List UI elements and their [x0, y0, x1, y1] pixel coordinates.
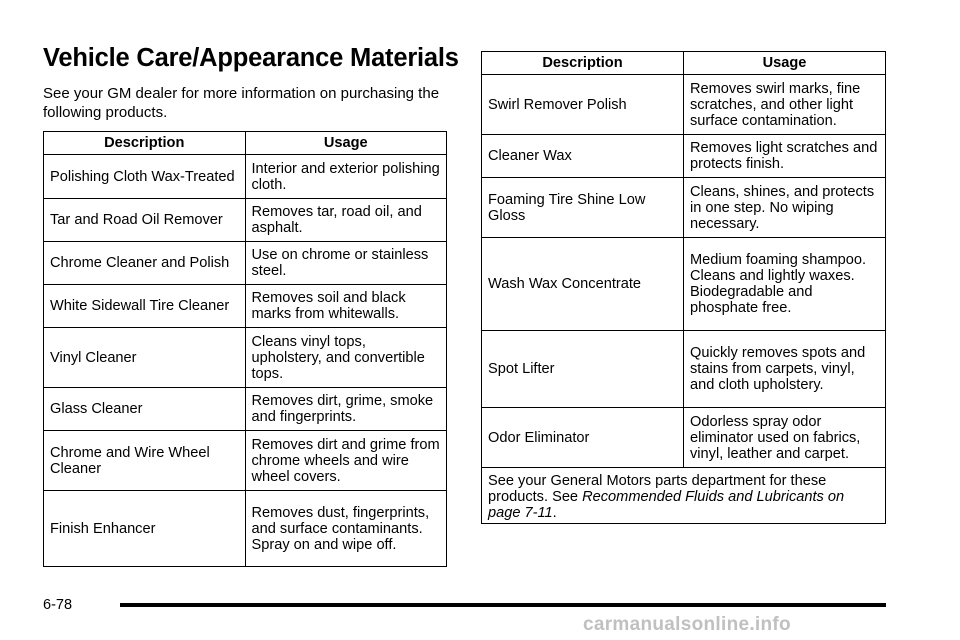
table-header-row	[44, 132, 447, 155]
usage-cell: Removes dirt, grime, smoke and fingerprints.	[245, 388, 447, 431]
table-row	[44, 388, 447, 431]
footer-rule	[120, 603, 886, 607]
intro-paragraph: See your GM dealer for more information on purchasing the following products.	[43, 85, 440, 121]
description-cell: Wash Wax Concentrate	[482, 238, 684, 331]
page-number: 6-78	[43, 597, 73, 613]
description-cell: Spot Lifter	[482, 331, 684, 408]
table-note	[482, 468, 886, 524]
note-text: See your General Motors parts department for these products. See	[488, 473, 827, 505]
usage-cell: Interior and exterior polishing cloth.	[245, 155, 447, 199]
usage-cell: Removes tar, road oil, and asphalt.	[245, 199, 447, 242]
table-row	[482, 238, 886, 331]
note-end: .	[552, 505, 557, 521]
table-row	[44, 491, 447, 567]
description-cell: Vinyl Cleaner	[44, 328, 246, 388]
usage-cell: Removes light scratches and protects finish.	[684, 135, 886, 178]
usage-cell: Removes dust, fingerprints, and surface contaminants. Spray on and wipe off.	[245, 491, 447, 567]
usage-cell: Cleans, shines, and protects in one step. No wiping necessary.	[684, 178, 886, 238]
table-row	[44, 328, 447, 388]
table-row	[482, 178, 886, 238]
materials-table-left	[43, 131, 447, 567]
usage-cell: Odorless spray odor eliminator used on fabrics, vinyl, leather and carpet.	[684, 408, 886, 468]
description-cell: Glass Cleaner	[44, 388, 246, 431]
table-row	[44, 431, 447, 491]
header-usage: Usage	[684, 52, 886, 75]
header-description: Description	[44, 132, 246, 155]
description-cell: Tar and Road Oil Remover	[44, 199, 246, 242]
description-cell: Finish Enhancer	[44, 491, 246, 567]
usage-cell: Medium foaming shampoo. Cleans and lightly waxes. Biodegradable and phosphate free.	[684, 238, 886, 331]
page-title: Vehicle Care/Appearance Materials	[43, 44, 459, 72]
header-usage: Usage	[245, 132, 447, 155]
table-note-row	[482, 468, 886, 524]
description-cell: Chrome and Wire Wheel Cleaner	[44, 431, 246, 491]
usage-cell: Cleans vinyl tops, upholstery, and convertible tops.	[245, 328, 447, 388]
materials-table-right	[481, 51, 886, 524]
table-row	[44, 199, 447, 242]
description-cell: Cleaner Wax	[482, 135, 684, 178]
usage-cell: Quickly removes spots and stains from carpets, vinyl, and cloth upholstery.	[684, 331, 886, 408]
table-row	[44, 242, 447, 285]
recommended-fluids-link[interactable]: Recommended Fluids and Lubricants on page 7-11	[488, 489, 845, 521]
usage-cell: Removes dirt and grime from chrome wheels and wire wheel covers.	[245, 431, 447, 491]
usage-cell: Removes swirl marks, fine scratches, and other light surface contamination.	[684, 75, 886, 135]
table-header-row	[482, 52, 886, 75]
table-row	[482, 75, 886, 135]
description-cell: White Sidewall Tire Cleaner	[44, 285, 246, 328]
description-cell: Odor Eliminator	[482, 408, 684, 468]
watermark: carmanualsonline.info	[583, 614, 791, 635]
description-cell: Foaming Tire Shine Low Gloss	[482, 178, 684, 238]
table-row	[482, 135, 886, 178]
table-row	[482, 408, 886, 468]
description-cell: Swirl Remover Polish	[482, 75, 684, 135]
description-cell: Chrome Cleaner and Polish	[44, 242, 246, 285]
table-row	[44, 155, 447, 199]
table-row	[482, 331, 886, 408]
usage-cell: Removes soil and black marks from whitewalls.	[245, 285, 447, 328]
usage-cell: Use on chrome or stainless steel.	[245, 242, 447, 285]
header-description: Description	[482, 52, 684, 75]
description-cell: Polishing Cloth Wax-Treated	[44, 155, 246, 199]
table-row	[44, 285, 447, 328]
